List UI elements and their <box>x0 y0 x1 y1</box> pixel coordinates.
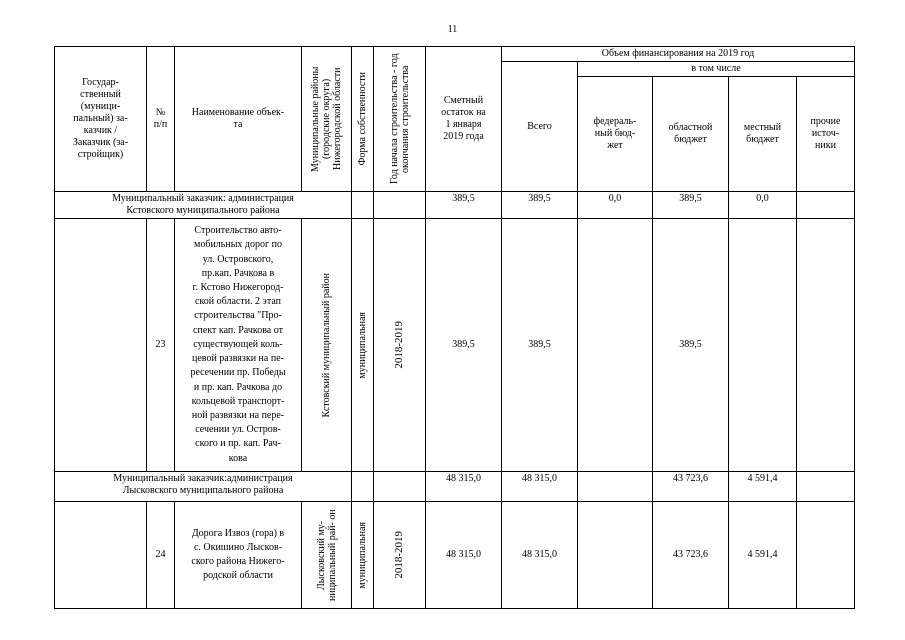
header-object-name: Наименование объек- та <box>175 47 302 192</box>
district-text: Кстовский муниципальный район <box>321 272 332 418</box>
years-text: 2018-2019 <box>393 321 405 369</box>
federal-cell <box>578 502 653 609</box>
years-cell <box>374 219 426 472</box>
header-years-cell <box>374 47 426 192</box>
regional-cell: 389,5 <box>653 192 729 219</box>
ownership-text: муниципальная <box>357 521 368 589</box>
other-cell <box>797 219 855 472</box>
other-cell <box>797 472 855 502</box>
local-cell: 0,0 <box>729 192 797 219</box>
empty-cell <box>55 219 147 472</box>
total-cell: 48 315,0 <box>502 502 578 609</box>
empty-cell <box>55 502 147 609</box>
row-number: 24 <box>147 502 175 609</box>
local-cell <box>729 219 797 472</box>
federal-cell <box>578 219 653 472</box>
header-financing-volume: Объем финансирования на 2019 год <box>502 47 855 62</box>
empty-cell <box>352 192 374 219</box>
estimate-cell: 389,5 <box>426 192 502 219</box>
financing-table <box>54 46 855 609</box>
header-other: прочие источ- ники <box>797 77 855 192</box>
header-district: Муниципальные районы (городские округа) Нижегородской области <box>310 66 343 172</box>
federal-cell: 0,0 <box>578 192 653 219</box>
group-label: Муниципальный заказчик: администрация Кстовского муниципального района <box>55 192 352 219</box>
empty-cell <box>374 472 426 502</box>
header-ownership: Форма собственности <box>357 72 368 166</box>
header-district-cell <box>302 47 352 192</box>
page-number: 11 <box>447 24 458 35</box>
header-including: в том числе <box>578 62 855 77</box>
empty-cell <box>352 472 374 502</box>
ownership-cell <box>352 219 374 472</box>
header-num: № п/п <box>147 47 175 192</box>
regional-cell: 389,5 <box>653 219 729 472</box>
district-cell <box>302 219 352 472</box>
other-cell <box>797 192 855 219</box>
district-cell <box>302 502 352 609</box>
total-cell: 389,5 <box>502 219 578 472</box>
header-total: Всего <box>502 62 578 192</box>
years-cell <box>374 502 426 609</box>
local-cell: 4 591,4 <box>729 472 797 502</box>
header-local: местный бюджет <box>729 77 797 192</box>
table-row <box>55 472 855 502</box>
ownership-text: муниципальная <box>357 311 368 379</box>
empty-cell <box>374 192 426 219</box>
object-name: Дорога Извоз (гора) в с. Окишино Лысков- ского района Нижего- родской области <box>175 502 302 609</box>
group-label: Муниципальный заказчик:администрация Лысковского муниципального района <box>55 472 352 502</box>
table-row <box>55 219 855 472</box>
local-cell: 4 591,4 <box>729 502 797 609</box>
district-text: Лысковский му- ниципальный рай- он <box>315 509 338 601</box>
years-text: 2018-2019 <box>393 531 405 579</box>
header-customer: Государ- ственный (муници- пальный) за- казчик / Заказчик (за- стройщик) <box>55 47 147 192</box>
estimate-cell: 48 315,0 <box>426 472 502 502</box>
header-federal: федераль- ный бюд- жет <box>578 77 653 192</box>
federal-cell <box>578 472 653 502</box>
header-estimate-balance: Сметный остаток на 1 января 2019 года <box>426 47 502 192</box>
estimate-cell: 389,5 <box>426 219 502 472</box>
table-row <box>55 192 855 219</box>
header-years: Год начала строительства - год окончания строительства <box>388 53 411 185</box>
regional-cell: 43 723,6 <box>653 502 729 609</box>
other-cell <box>797 502 855 609</box>
regional-cell: 43 723,6 <box>653 472 729 502</box>
total-cell: 48 315,0 <box>502 472 578 502</box>
row-number: 23 <box>147 219 175 472</box>
object-name: Строительство авто- мобильных дорог по ул. Островского, пр.кап. Рачкова в г. Кстово Нижегород- ской области. 2 этап строительства "Про- спект кап. Рачкова от существующей коль- цевой развязки на пе- ресечении пр. Победы и пр. кап. Рачкова до кольцевой транспорт- ной развязки на пере- сечении ул. Остров- ского и пр. кап. Рач- кова <box>175 219 302 472</box>
header-ownership-cell <box>352 47 374 192</box>
estimate-cell: 48 315,0 <box>426 502 502 609</box>
total-cell: 389,5 <box>502 192 578 219</box>
ownership-cell <box>352 502 374 609</box>
header-regional: областной бюджет <box>653 77 729 192</box>
table-row <box>55 502 855 609</box>
